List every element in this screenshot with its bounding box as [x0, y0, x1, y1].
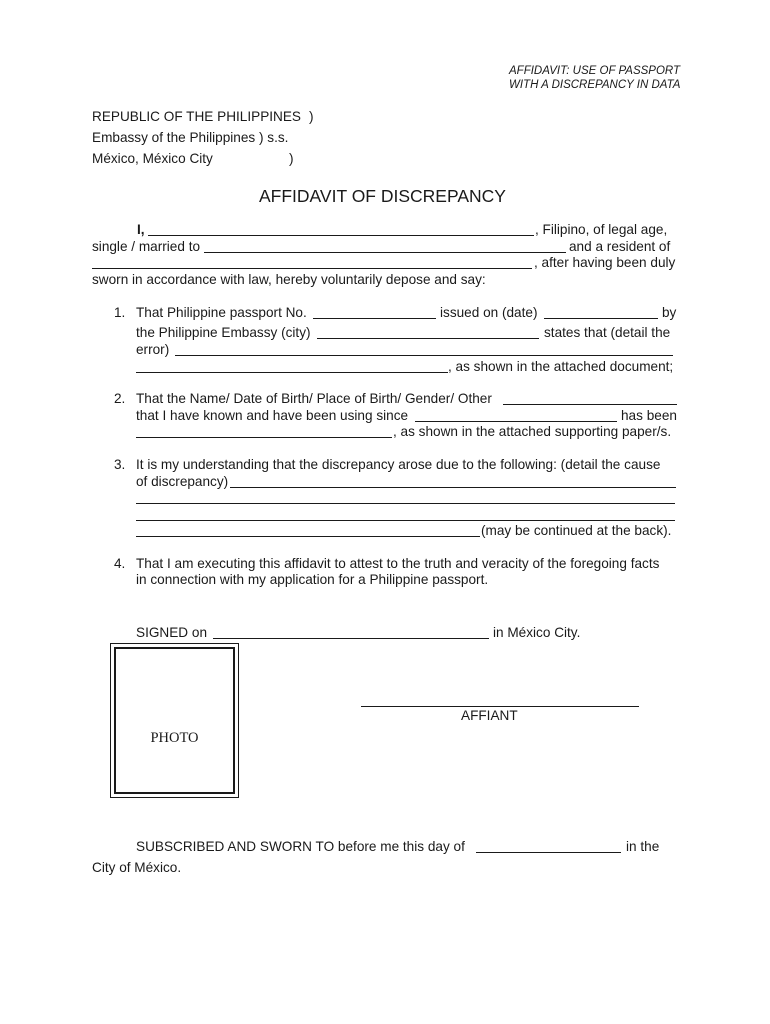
item4-connection-label: in connection with my application for a Philippine passport.	[136, 572, 489, 587]
cause-field-3[interactable]	[136, 520, 675, 521]
item2-shown-label: , as shown in the attached supporting paper/s.	[393, 424, 672, 439]
form-code-line2: WITH A DISCREPANCY IN DATA	[509, 79, 681, 91]
intro-after: , after having been duly	[534, 255, 676, 270]
subscribed-in-the-label: in the	[626, 839, 660, 854]
photo-box	[110, 643, 239, 798]
passport-number-field[interactable]	[313, 318, 436, 319]
signed-date-field[interactable]	[213, 638, 489, 639]
data-type-field[interactable]	[503, 404, 677, 405]
item1-passport-label: That Philippine passport No.	[136, 305, 307, 320]
venue-embassy: Embassy of the Philippines ) s.s.	[92, 130, 289, 145]
since-date-field[interactable]	[415, 421, 617, 422]
affiant-signature-field[interactable]	[361, 706, 639, 707]
venue-city: México, México City	[92, 151, 213, 166]
item1-number: 1.	[114, 305, 126, 320]
item1-states-label: states that (detail the	[544, 325, 671, 340]
item3-number: 3.	[114, 457, 126, 472]
item3-understanding-label: It is my understanding that the discrepancy arose due to the following: (detail the cause	[136, 457, 661, 472]
item1-error-label: error)	[136, 342, 170, 357]
address-field[interactable]	[92, 268, 532, 269]
intro-filipino: , Filipino, of legal age,	[535, 222, 668, 237]
subscribed-city-label: City of México.	[92, 860, 182, 875]
corrected-data-field[interactable]	[136, 437, 392, 438]
photo-label: PHOTO	[150, 730, 199, 746]
affiant-name-field[interactable]	[148, 235, 534, 236]
subscribed-date-field[interactable]	[476, 852, 621, 853]
venue-paren-1: )	[309, 109, 314, 124]
error-detail-field-1[interactable]	[175, 355, 673, 356]
item4-executing-label: That I am executing this affidavit to attest to the truth and veracity of the foregoing facts	[136, 556, 660, 571]
subscribed-label: SUBSCRIBED AND SWORN TO before me this day of	[136, 839, 465, 854]
page-title: AFFIDAVIT OF DISCREPANCY	[259, 186, 506, 206]
signed-on-label: SIGNED on	[136, 625, 208, 640]
photo-frame	[114, 647, 235, 794]
cause-field-4[interactable]	[136, 536, 480, 537]
intro-i: I,	[137, 222, 145, 237]
item2-name-label: That the Name/ Date of Birth/ Place of Birth/ Gender/ Other	[136, 391, 492, 406]
item3-cause-label: of discrepancy)	[136, 474, 229, 489]
signed-city-label: in México City.	[493, 625, 581, 640]
intro-sworn: sworn in accordance with law, hereby voluntarily depose and say:	[92, 272, 486, 287]
embassy-city-field[interactable]	[317, 338, 539, 339]
venue-republic: REPUBLIC OF THE PHILIPPINES	[92, 109, 301, 124]
item2-known-label: that I have known and have been using since	[136, 408, 409, 423]
item1-embassy-label: the Philippine Embassy (city)	[136, 325, 311, 340]
item1-shown-label: , as shown in the attached document;	[448, 359, 674, 374]
intro-resident: and a resident of	[569, 239, 671, 254]
cause-field-1[interactable]	[230, 487, 676, 488]
intro-single-married: single / married to	[92, 239, 201, 254]
item2-number: 2.	[114, 391, 126, 406]
item3-continued-label: (may be continued at the back).	[481, 523, 672, 538]
cause-field-2[interactable]	[136, 503, 675, 504]
item1-issued-label: issued on (date)	[440, 305, 538, 320]
error-detail-field-2[interactable]	[136, 372, 448, 373]
spouse-name-field[interactable]	[204, 252, 566, 253]
form-code-line1: AFFIDAVIT: USE OF PASSPORT	[509, 65, 681, 77]
item2-has-been-label: has been	[621, 408, 677, 423]
item1-by-label: by	[662, 305, 677, 320]
item4-number: 4.	[114, 556, 126, 571]
affiant-label: AFFIANT	[461, 708, 518, 723]
issue-date-field[interactable]	[544, 318, 658, 319]
venue-paren-3: )	[289, 151, 294, 166]
